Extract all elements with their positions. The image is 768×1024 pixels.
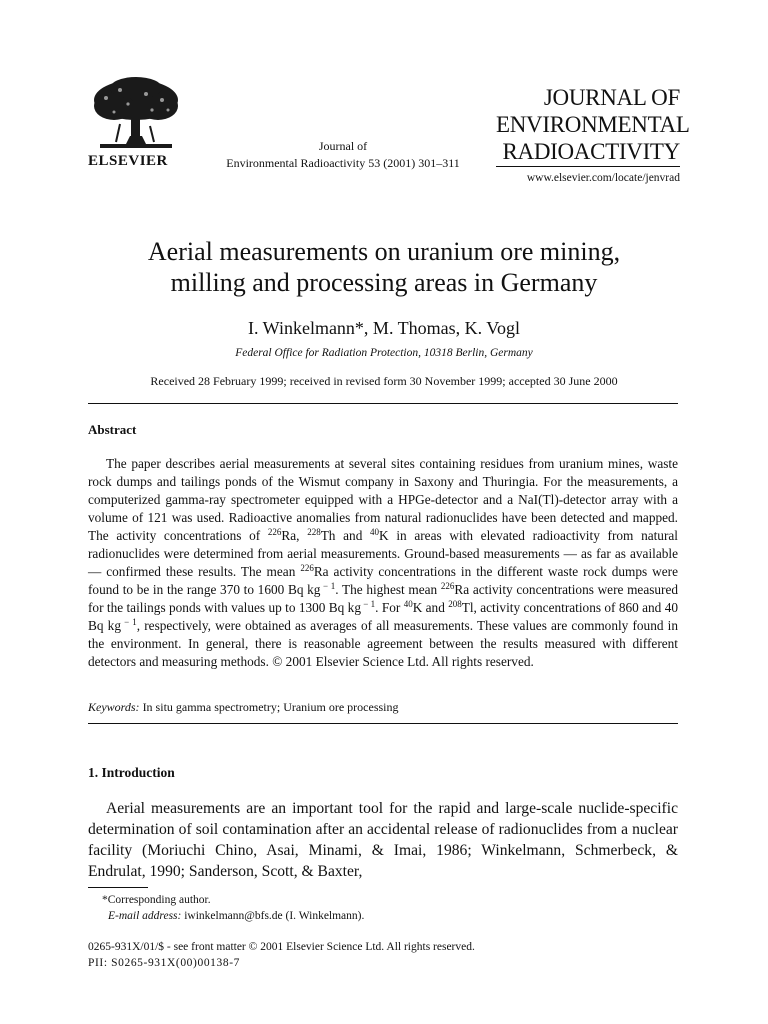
- received-dates: Received 28 February 1999; received in revised form 30 November 1999; accepted 30 June 2000: [150, 374, 618, 388]
- elsevier-tree-logo-icon: [86, 76, 186, 152]
- introduction-paragraph: Aerial measurements are an important tool for the rapid and large-scale nuclide-specific determination of soil contamination after an accidental release of radionuclides from a nuclear facility (Moriuchi Chino, Asai, Minami, & Imai, 1986; Winkelmann, Schmerbeck, & Endrulat, 1990; Sanderson, Scott, & Baxter,: [88, 800, 678, 880]
- publisher-name: ELSEVIER: [88, 153, 168, 169]
- footnote-email: [108, 910, 364, 922]
- journal-brand: [496, 84, 690, 165]
- journal-citation-line1: Journal of: [318, 139, 368, 153]
- authors: I. Winkelmann*, M. Thomas, K. Vogl: [248, 318, 520, 338]
- abstract-top-rule: [88, 403, 678, 404]
- title-line2: milling and processing areas in Germany: [170, 268, 598, 297]
- brand-line2: ENVIRONMENTAL: [496, 112, 690, 137]
- journal-url[interactable]: www.elsevier.com/locate/jenvrad: [526, 172, 680, 184]
- affiliation: Federal Office for Radiation Protection, 10318 Berlin, Germany: [235, 347, 533, 359]
- pii-line: PII: S0265-931X(00)00138-7: [88, 957, 240, 969]
- issn-line: 0265-931X/01/$ - see front matter © 2001 Elsevier Science Ltd. All rights reserved.: [88, 941, 475, 953]
- abstract-bottom-rule: [88, 723, 678, 724]
- brand-line3: RADIOACTIVITY: [502, 139, 680, 164]
- abstract-heading: Abstract: [88, 422, 137, 437]
- email-label: E-mail address:: [108, 910, 182, 922]
- journal-citation: [200, 138, 486, 172]
- footnote-rule: [88, 887, 148, 888]
- abstract-body: The paper describes aerial measurements at several sites containing residues from uranium mines, waste rock dumps and tailings ponds of the Wismut company in Saxony and Thuringia. For the measurements, a computerized gamma-ray spectrometer equipped with a HPGe-detector and a NaI(Tl)-detector array with a volume of 121 was used. Radioactive anomalies from natural radionuclides have been detected and mapped. The activity concentrations of $^{226}$Ra, $^{228}$Th and $^{40}$K in areas with elevated radioactivity from natural radionuclides were determined from aerial measurements. Ground-based measurements — as far as available — confirmed these results. The mean $^{226}$Ra activity concentrations in the different waste rock dumps were found to be in the range 370 to 1600 Bq kg $^{- 1}$. The highest mean $^{226}$Ra activity concentrations were measured for the tailings ponds with values up to 1300 Bq kg $^{- 1}$. For $^{40}$K and $^{208}$Tl, activity concentrations of 860 and 40 Bq kg $^{- 1}$, respectively, were obtained as averages of all measurements. These values are commonly found in the environment. In general, there is reasonable agreement between the results measured with different detectors and measuring methods. © 2001 Elsevier Science Ltd. All rights reserved.: [88, 456, 679, 669]
- title-line1: Aerial measurements on uranium ore mining,: [147, 237, 621, 266]
- brand-divider: [496, 166, 680, 167]
- brand-line1: JOURNAL OF: [543, 85, 680, 110]
- article-title: [80, 236, 688, 298]
- section-heading-introduction: 1. Introduction: [88, 765, 175, 780]
- keywords-label: Keywords:: [88, 700, 140, 714]
- journal-citation-line2: Environmental Radioactivity 53 (2001) 301–311: [226, 156, 460, 170]
- keywords: [88, 700, 399, 715]
- email-address[interactable]: iwinkelmann@bfs.de (I. Winkelmann).: [181, 910, 365, 922]
- footnote-corresponding: *Corresponding author.: [102, 894, 211, 906]
- keywords-list: In situ gamma spectrometry; Uranium ore processing: [142, 700, 399, 714]
